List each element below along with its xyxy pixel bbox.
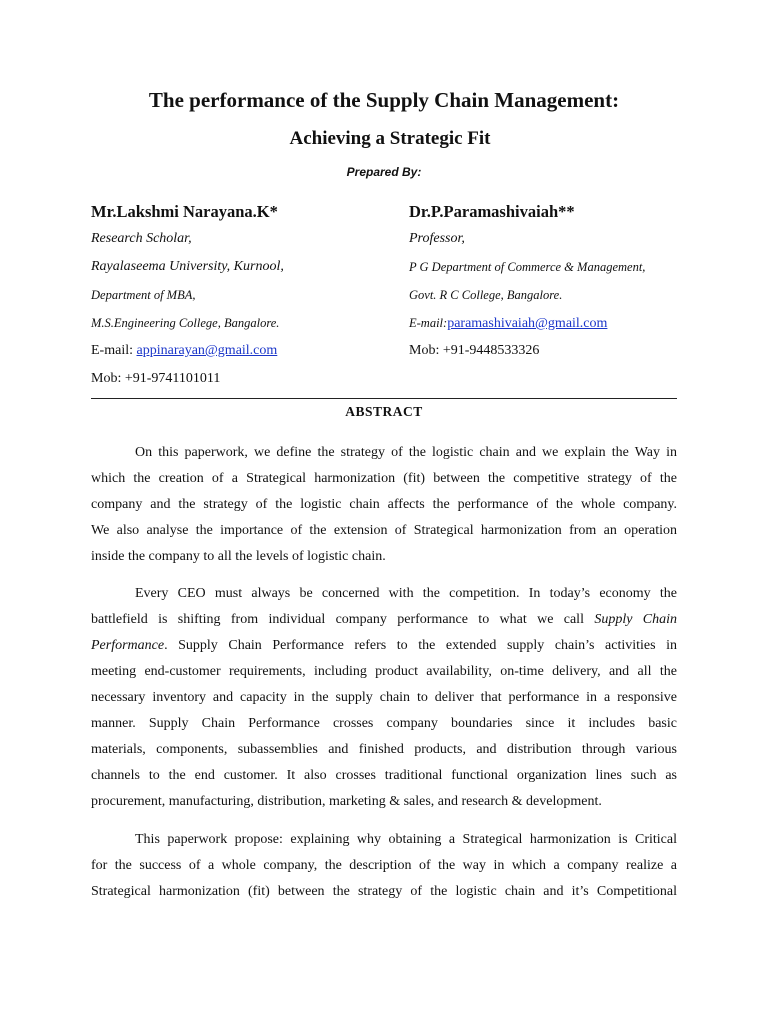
text-line: meeting end-customer requirements, including product availability, on-time delivery, and all the bbox=[91, 664, 677, 679]
author-name: Mr.Lakshmi Narayana.K* bbox=[91, 202, 278, 221]
paper-subtitle: Achieving a Strategic Fit bbox=[289, 128, 491, 149]
email-label: E-mail: bbox=[409, 316, 448, 330]
text-line: channels to the end customer. It also crosses traditional functional organization lines such as bbox=[91, 768, 677, 783]
abstract-paragraph-2 bbox=[91, 581, 677, 815]
author-role: Research Scholar, bbox=[91, 231, 192, 246]
author-mobile: Mob: +91-9741101011 bbox=[91, 371, 221, 386]
text-line bbox=[91, 633, 677, 659]
text-line: We also analyse the importance of the extension of Strategical harmonization from an operation bbox=[91, 523, 677, 538]
text-line: inside the company to all the levels of logistic chain. bbox=[91, 549, 386, 564]
email-label: E-mail: bbox=[91, 343, 137, 358]
abstract-paragraph-3 bbox=[91, 827, 677, 905]
paper-title: The performance of the Supply Chain Management: bbox=[148, 88, 620, 112]
author-block-1 bbox=[91, 199, 391, 393]
text-line: procurement, manufacturing, distribution, marketing & sales, and research & development. bbox=[91, 794, 602, 809]
author-institution: M.S.Engineering College, Bangalore. bbox=[91, 316, 280, 330]
text-line: which the creation of a Strategical harmonization (fit) between the competitive strategy of the bbox=[91, 471, 677, 486]
author-block-2 bbox=[409, 199, 729, 365]
text-line bbox=[91, 607, 677, 633]
text-line: This paperwork propose: explaining why obtaining a Strategical harmonization is Critical bbox=[135, 832, 677, 847]
text-line: materials, components, subassemblies and finished products, and distribution through various bbox=[91, 742, 677, 757]
email-link[interactable]: paramashivaiah@gmail.com bbox=[447, 316, 608, 331]
author-department: Department of MBA, bbox=[91, 288, 196, 302]
author-affiliation: Rayalaseema University, Kurnool, bbox=[91, 259, 284, 274]
text-line: Strategical harmonization (fit) between the strategy of the logistic chain and it’s Competitional bbox=[91, 884, 677, 899]
text-line: Every CEO must always be concerned with the competition. In today’s economy the bbox=[135, 586, 677, 601]
text-line: company and the strategy of the logistic chain affects the performance of the whole company. bbox=[91, 497, 677, 512]
author-institution: Govt. R C College, Bangalore. bbox=[409, 288, 563, 302]
prepared-by-label: Prepared By: bbox=[346, 165, 422, 179]
emphasis-text: Supply Chain bbox=[594, 612, 677, 627]
horizontal-rule bbox=[91, 398, 677, 399]
author-name: Dr.P.Paramashivaiah** bbox=[409, 202, 575, 221]
text-run: battlefield is shifting from individual company performance to what we call bbox=[91, 612, 595, 627]
author-email-line bbox=[409, 309, 729, 337]
author-email-line bbox=[91, 337, 391, 365]
text-line: necessary inventory and capacity in the supply chain to deliver that performance in a responsive bbox=[91, 690, 677, 705]
author-role: Professor, bbox=[409, 231, 465, 246]
text-line: On this paperwork, we define the strategy of the logistic chain and we explain the Way in bbox=[135, 445, 677, 460]
abstract-paragraph-1 bbox=[91, 440, 677, 570]
text-run: . Supply Chain Performance refers to the extended supply chain’s activities in bbox=[164, 638, 677, 653]
author-mobile: Mob: +91-9448533326 bbox=[409, 343, 540, 358]
abstract-heading: ABSTRACT bbox=[345, 404, 423, 419]
email-link[interactable]: appinarayan@gmail.com bbox=[136, 343, 278, 358]
text-line: manner. Supply Chain Performance crosses company boundaries since it includes basic bbox=[91, 716, 677, 731]
text-line: for the success of a whole company, the description of the way in which a company realize a bbox=[91, 858, 677, 873]
author-department: P G Department of Commerce & Management, bbox=[409, 260, 646, 274]
emphasis-text: Performance bbox=[91, 638, 165, 653]
